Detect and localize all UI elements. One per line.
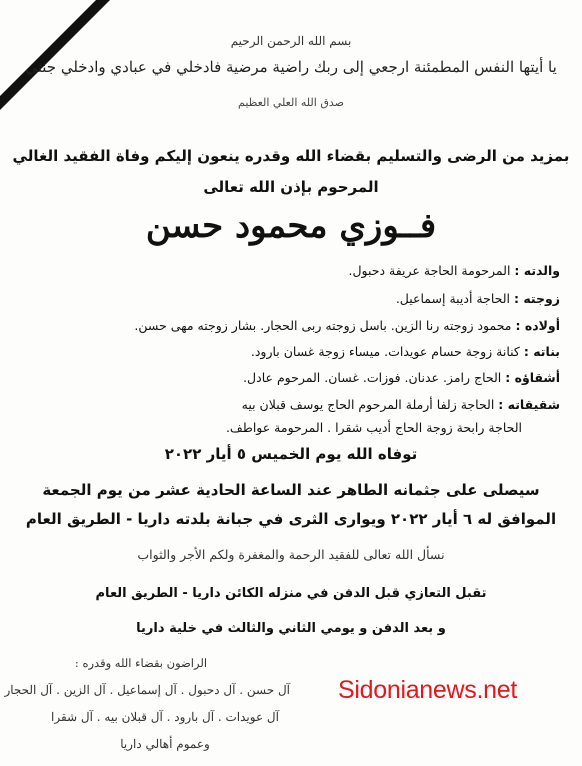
- family-label: أشقاؤه :: [505, 370, 560, 385]
- family-line-mother: [348, 263, 560, 278]
- family-label: شقيقاته :: [498, 397, 560, 412]
- family-text: الحاجة زلفا أرملة المرحوم الحاج يوسف قبلان بيه: [241, 397, 495, 412]
- family-text: المرحومة الحاجة عريفة دحبول.: [348, 263, 511, 278]
- intro-line-1: بمزيد من الرضى والتسليم بقضاء الله وقدره ينعون إليكم وفاة الفقيد الغالي: [12, 147, 570, 165]
- signatories-heading: الراضون بقضاء الله وقدره :: [74, 656, 208, 670]
- signatory-line: آل حسن . آل دحبول . آل إسماعيل . آل الزين . آل الحجار: [4, 683, 290, 697]
- watermark: Sidonianews.net: [338, 676, 517, 704]
- quran-verse: يا أيتها النفس المطمئنة ارجعي إلى ربك راضية مرضية فادخلي في عبادي وادخلي جنتي: [25, 58, 557, 76]
- family-text: الحاج رامز. عدنان. فوزات. غسان. المرحوم عادل.: [243, 370, 502, 385]
- family-label: بناته :: [523, 344, 560, 359]
- family-label: والدته :: [514, 263, 560, 278]
- family-line-brothers: [243, 370, 560, 385]
- condolences-line-1: تقبل التعازي قبل الدفن في منزله الكائن داريا - الطريق العام: [95, 586, 487, 601]
- deceased-name: فــوزي محمود حسن: [145, 206, 437, 246]
- basmala: بسم الله الرحمن الرحيم: [230, 34, 352, 48]
- family-line-wife: [396, 291, 560, 306]
- family-label: أولاده :: [515, 318, 560, 333]
- family-label: زوجته :: [513, 291, 560, 306]
- family-line-sisters: [242, 397, 560, 412]
- family-text: محمود زوجته رنا الزين. باسل زوجته ربى الحجار. بشار زوجته مهى حسن.: [134, 318, 512, 333]
- dua-line: نسأل الله تعالى للفقيد الرحمة والمغفرة ولكم الأجر والثواب: [137, 547, 445, 562]
- prayer-line-1: سيصلى على جثمانه الطاهر عند الساعة الحادية عشر من يوم الجمعة: [42, 481, 540, 499]
- condolences-line-2: و بعد الدفن و يومي الثاني والثالث في خلية داريا: [136, 621, 446, 636]
- intro-line-2: المرحوم بإذن الله تعالى: [203, 178, 379, 196]
- family-text: كنانة زوجة حسام عويدات. ميساء زوجة غسان بارود.: [250, 344, 520, 359]
- prayer-line-2: الموافق له ٦ أيار ٢٠٢٢ ويوارى الثرى في جبانة بلدته داريا - الطريق العام: [25, 510, 557, 528]
- signatory-line: آل عويدات . آل بارود . آل قبلان بيه . آل شقرا: [51, 710, 279, 724]
- family-line-sons: [134, 318, 560, 333]
- family-text: الحاجة رابحة زوجة الحاج أديب شقرا . المرحومة عواطف.: [225, 420, 522, 435]
- family-line-sisters-cont: [226, 420, 522, 435]
- death-date: توفاه الله يوم الخميس ٥ أيار ٢٠٢٢: [164, 445, 418, 463]
- verse-closing: صدق الله العلي العظيم: [238, 96, 344, 109]
- family-line-daughters: [251, 344, 560, 359]
- signatory-line: وعموم أهالي داريا: [120, 737, 210, 751]
- family-text: الحاجة أديبة إسماعيل.: [395, 291, 510, 306]
- mourning-ribbon-inner: [0, 0, 96, 96]
